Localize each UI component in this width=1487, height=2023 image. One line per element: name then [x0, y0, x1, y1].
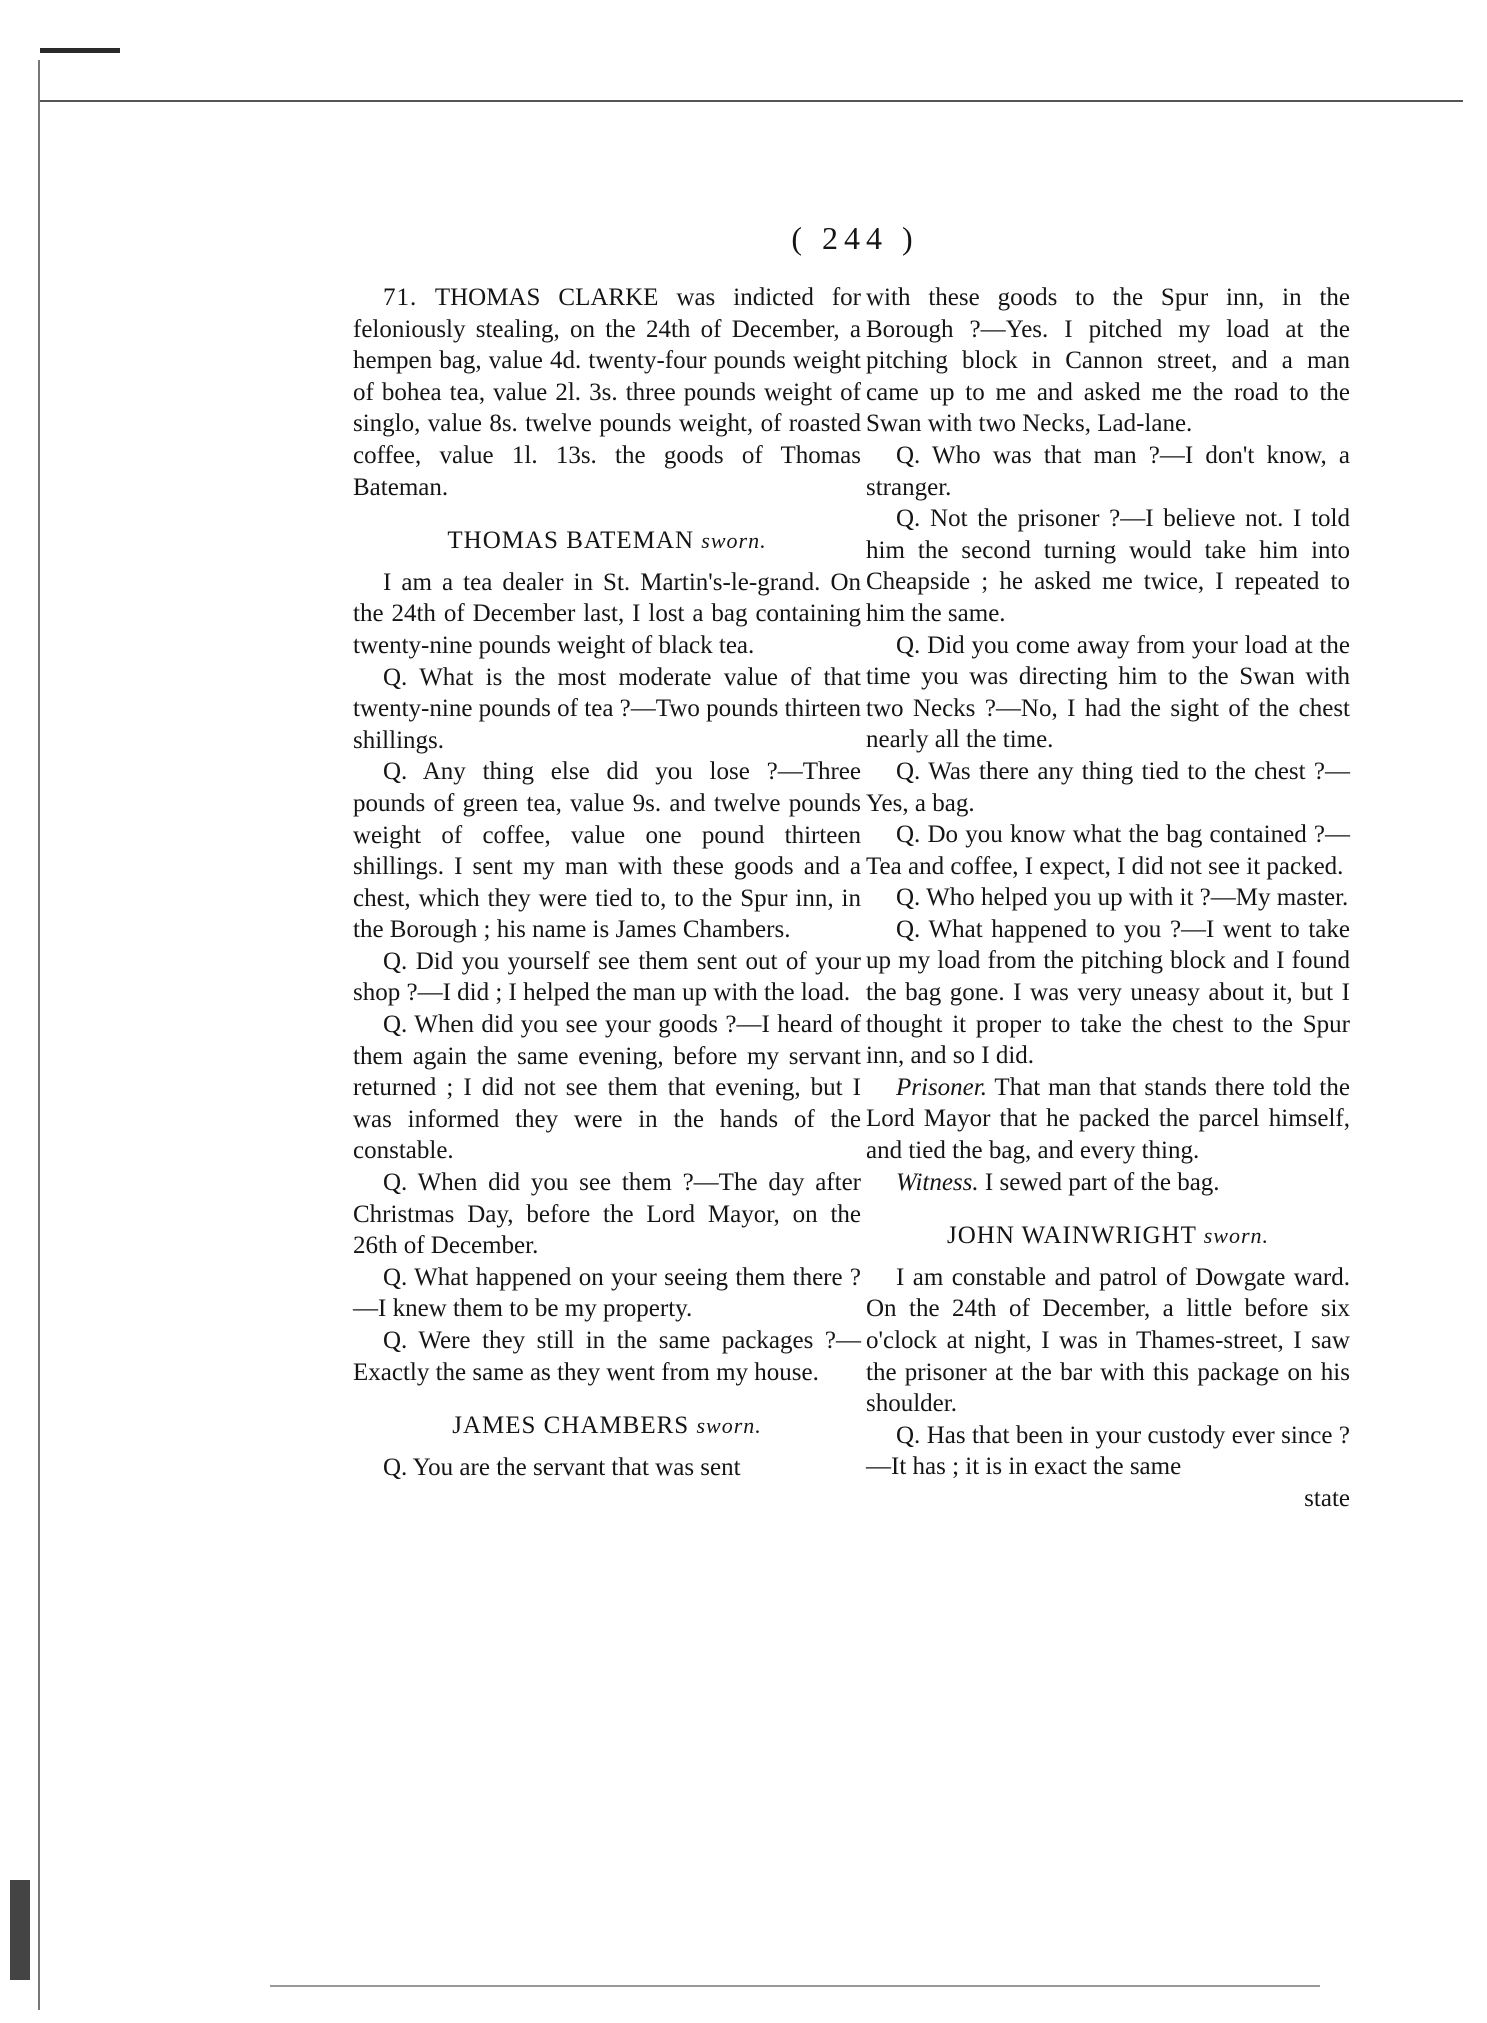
page-number: ( 244 ) — [791, 220, 919, 256]
speaker-label: Prisoner. — [896, 1073, 987, 1101]
witness-name: JOHN WAINWRIGHT — [946, 1222, 1197, 1250]
case-indictment — [353, 282, 861, 503]
question-paragraph: Q. Did you yourself see them sent out of your shop ?—I did ; I helped the man up with the load. — [353, 947, 861, 1007]
sworn-label: sworn. — [701, 528, 767, 554]
question-paragraph: Q. When did you see them ?—The day after Christmas Day, before the Lord Mayor, on the 26th of December. — [353, 1169, 861, 1260]
question-paragraph: Q. What happened on your seeing them there ?—I knew them to be my property. — [353, 1263, 861, 1323]
case-number: 71. — [383, 284, 418, 311]
scan-edge-top-rule — [38, 100, 1463, 102]
scan-edge-bottom-rule — [270, 1985, 1320, 1987]
right-column — [866, 282, 1350, 1515]
question-paragraph: Q. Who was that man ?—I don't know, a stranger. — [866, 441, 1350, 501]
testimony-paragraph: I am constable and patrol of Dowgate ward. On the 24th of December, a little before six o'clock at night, I was in Thames-street, I saw the prisoner at the bar with this package on his shoulder. — [866, 1263, 1350, 1418]
witness-heading-wainwright — [866, 1220, 1350, 1252]
scan-edge-left-rule — [38, 60, 40, 2010]
question-paragraph: Q. You are the servant that was sent — [383, 1453, 741, 1481]
question-paragraph: Q. Has that been in your custody ever since ?—It has ; it is in exact the same — [866, 1421, 1350, 1481]
question-paragraph: Q. Were they still in the same packages ?—Exactly the same as they went from my house. — [353, 1327, 861, 1386]
statement-text: That man that stands there told the Lord Mayor that he packed the parcel himself, and tied the bag, and every thing. — [866, 1073, 1350, 1165]
question-paragraph: Q. When did you see your goods ?—I heard of them again the same evening, before my servant returned ; I did not see them that evening, but I was informed they were in the hands of the constable. — [353, 1011, 861, 1165]
witness-heading-bateman — [353, 525, 861, 557]
question-paragraph: Q. Was there any thing tied to the chest ?—Yes, a bag. — [866, 757, 1350, 817]
question-paragraph: Q. What happened to you ?—I went to take up my load from the pitching block and I found the bag gone. I was very uneasy about it, but I thought it proper to take the chest to the Spur inn, and so I did. — [866, 915, 1350, 1070]
scan-edge-top-bar — [40, 48, 120, 53]
speaker-label: Witness. — [896, 1168, 979, 1196]
witness-name: JAMES CHAMBERS — [452, 1412, 690, 1440]
testimony-paragraph: I am a tea dealer in St. Martin's-le-grand. On the 24th of December last, I lost a bag containing twenty-nine pounds weight of black tea. — [353, 568, 861, 659]
witness-statement — [866, 1167, 1350, 1199]
sworn-label: sworn. — [696, 1413, 762, 1439]
question-paragraph: Q. Who helped you up with it ?—My master. — [896, 884, 1349, 912]
question-paragraph: Q. Any thing else did you lose ?—Three pounds of green tea, value 9s. and twelve pounds weight of coffee, value one pound thirteen shillings. I sent my man with these goods and a chest, which they were tied to, to the Spur inn, in the Borough ; his name is James Chambers. — [353, 758, 861, 944]
question-paragraph: Q. Not the prisoner ?—I believe not. I told him the second turning would take him into Cheapside ; he asked me twice, I repeated to him the same. — [866, 505, 1350, 627]
case-text: THOMAS CLARKE was indicted for feloniously stealing, on the 24th of December, a hempen bag, value 4d. twenty-four pounds weight of bohea tea, value 2l. 3s. three pounds weight of singlo, value 8s. twelve pounds weight, of roasted coffee, value 1l. 13s. the goods of Thomas Bateman. — [353, 284, 861, 501]
testimony-paragraph: with these goods to the Spur inn, in the Borough ?—Yes. I pitched my load at the pitching block in Cannon street, and a man came up to me and asked me the road to the Swan with two Necks, Lad-lane. — [866, 284, 1350, 438]
statement-text: I sewed part of the bag. — [984, 1168, 1220, 1196]
catchword: state — [1304, 1484, 1350, 1512]
sworn-label: sworn. — [1203, 1223, 1270, 1249]
witness-heading-chambers — [353, 1410, 861, 1442]
question-paragraph: Q. What is the most moderate value of that twenty-nine pounds of tea ?—Two pounds thirteen shillings. — [353, 663, 861, 754]
prisoner-statement — [866, 1072, 1350, 1167]
left-column — [353, 282, 861, 1483]
witness-name: THOMAS BATEMAN — [447, 527, 695, 555]
question-paragraph: Q. Did you come away from your load at the time you was directing him to the Swan with two Necks ?—No, I had the sight of the chest nearly all the time. — [866, 631, 1350, 754]
question-paragraph: Q. Do you know what the bag contained ?—Tea and coffee, I expect, I did not see it packed. — [866, 821, 1350, 880]
scan-edge-bottom-marks — [10, 1880, 30, 1980]
